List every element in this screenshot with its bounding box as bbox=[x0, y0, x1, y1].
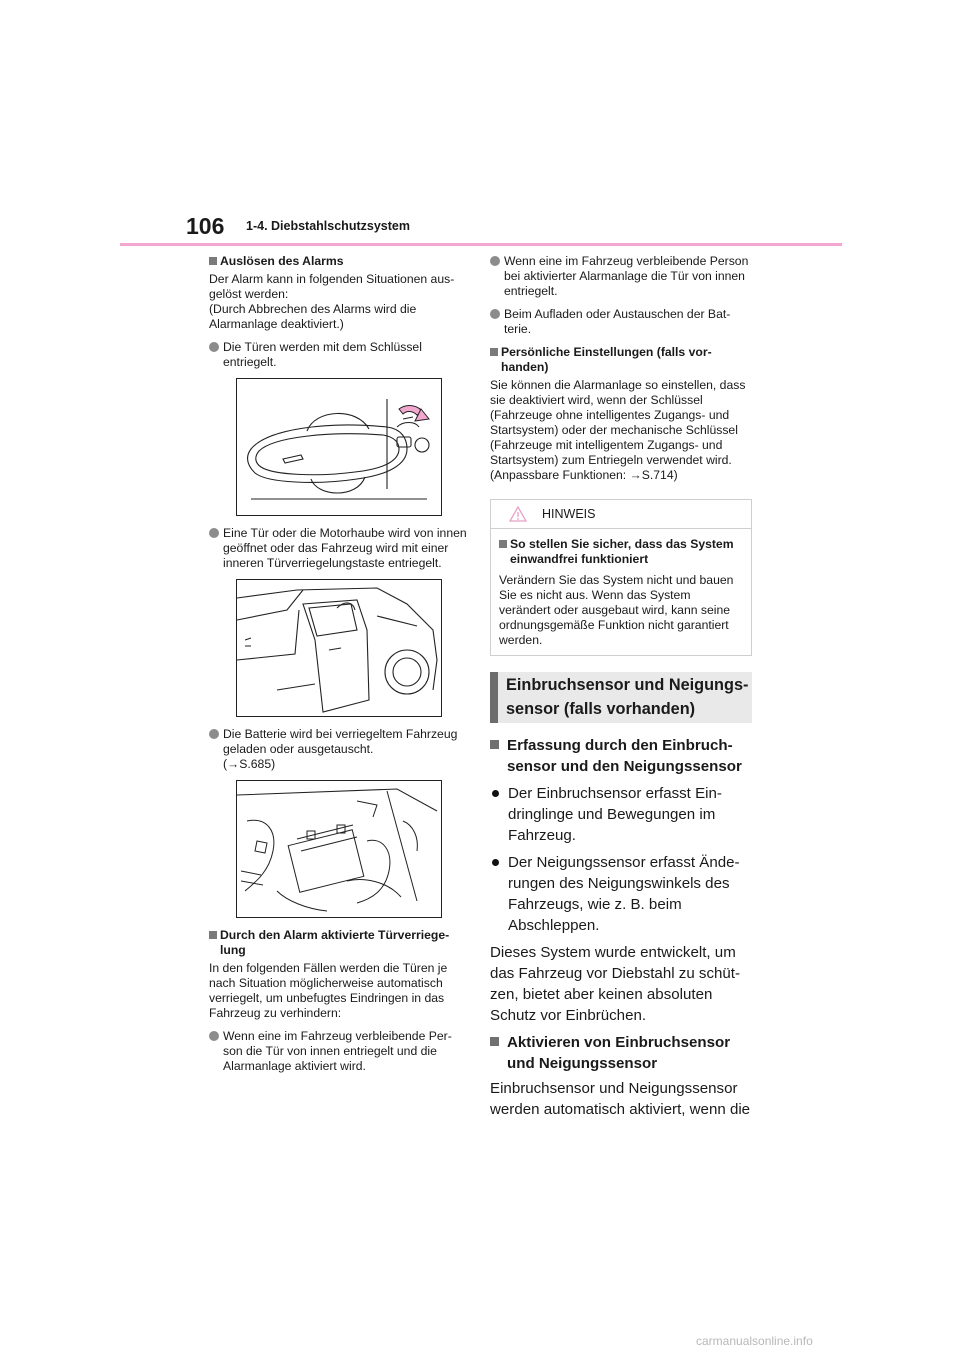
list-item bbox=[490, 254, 752, 299]
list-item-text: Wenn eine im Fahrzeug verbleibende Person die Tür von innen entriegelt und die Alarmanlage aktiviert wird. bbox=[223, 1029, 452, 1073]
hinweis-heading-text: So stellen Sie sicher, dass das System einwandfrei funktioniert bbox=[510, 537, 734, 566]
list-item-text: Die Batterie wird bei verriegeltem Fahrzeug geladen oder ausgetauscht. (→S.685) bbox=[223, 727, 458, 771]
lock-heading bbox=[209, 928, 467, 958]
square-marker-icon bbox=[209, 931, 217, 939]
door-handle-key-figure bbox=[236, 378, 442, 516]
list-item bbox=[490, 783, 752, 846]
list-item bbox=[490, 307, 752, 337]
square-marker-icon bbox=[490, 740, 499, 749]
car-door-open-figure bbox=[236, 579, 442, 717]
hinweis-header bbox=[491, 500, 751, 529]
hinweis-box bbox=[490, 499, 752, 656]
activate-heading-text: Aktivieren von Einbruchsensor und Neigungssensor bbox=[507, 1034, 731, 1072]
hinweis-text: Verändern Sie das System nicht und bauen Sie es nicht aus. Wenn das System verändert oder ausgebaut wird, kann seine ordnungsgemäße Funktion nicht garantiert werden. bbox=[499, 573, 734, 647]
system-text: Dieses System wurde entwickelt, um das Fahrzeug vor Diebstahl zu schützen, bietet aber keinen absoluten Schutz vor Einbrüchen. bbox=[490, 944, 741, 1024]
list-item bbox=[490, 852, 752, 936]
list-item-text: Der Einbruchsensor erfasst Eindringlinge und Bewegungen im Fahrzeug. bbox=[508, 785, 722, 844]
activate-text: Einbruchsensor und Neigungssensor werden automatisch aktiviert, wenn die bbox=[490, 1080, 751, 1118]
bullet-dot-icon bbox=[490, 309, 500, 319]
bullet-dot-icon bbox=[209, 528, 219, 538]
detect-heading-text: Erfassung durch den Einbruchsensor und den Neigungssensor bbox=[507, 737, 742, 775]
header-rule bbox=[120, 243, 842, 246]
square-marker-icon bbox=[209, 257, 217, 265]
sensor-heading-line2: sensor (falls vorhanden) bbox=[506, 700, 696, 718]
personal-heading-text: Persönliche Einstellungen (falls vorhanden) bbox=[501, 345, 712, 374]
sensor-section-heading bbox=[490, 672, 752, 723]
square-marker-icon bbox=[490, 1037, 499, 1046]
lock-intro: In den folgenden Fällen werden die Türen je nach Situation möglicherweise automatisch verriegelt, um unbefugtes Eindringen in das Fahrzeug zu verhindern: bbox=[209, 961, 448, 1020]
sensor-heading-line1: Einbruchsensor und Neigungs- bbox=[506, 676, 749, 694]
watermark: carmanualsonline.info bbox=[696, 1334, 813, 1348]
bullet-dot-icon bbox=[492, 790, 499, 797]
lock-heading-text: Durch den Alarm aktivierte Türverriegelung bbox=[220, 928, 450, 957]
list-item bbox=[209, 340, 467, 370]
square-marker-icon bbox=[490, 348, 498, 356]
hinweis-heading bbox=[499, 537, 743, 567]
list-item-text: Beim Aufladen oder Austauschen der Batterie. bbox=[504, 307, 731, 336]
list-item-text: Eine Tür oder die Motorhaube wird von innen geöffnet oder das Fahrzeug wird mit einer inneren Türverriegelungstaste entriegelt. bbox=[223, 526, 467, 570]
section-title: 1-4. Diebstahlschutzsystem bbox=[246, 219, 410, 233]
bullet-dot-icon bbox=[492, 859, 499, 866]
list-item-text: Der Neigungssensor erfasst Änderungen des Neigungswinkels des Fahrzeugs, wie z. B. beim Abschleppen. bbox=[508, 854, 740, 934]
bullet-dot-icon bbox=[209, 729, 219, 739]
bullet-dot-icon bbox=[490, 256, 500, 266]
sensor-section-body bbox=[490, 735, 752, 1120]
left-column bbox=[209, 254, 467, 1082]
list-item bbox=[209, 727, 467, 772]
car-door-illustration bbox=[237, 580, 441, 716]
warning-triangle-icon bbox=[509, 506, 527, 526]
activate-heading bbox=[490, 1032, 752, 1074]
battery-illustration bbox=[237, 781, 441, 917]
engine-battery-figure bbox=[236, 780, 442, 918]
door-handle-illustration bbox=[237, 379, 441, 515]
list-item bbox=[209, 1029, 467, 1074]
alarm-heading-text: Auslösen des Alarms bbox=[220, 254, 344, 268]
detect-heading bbox=[490, 735, 752, 777]
personal-text: Sie können die Alarmanlage so einstellen, dass sie deaktiviert wird, wenn der Schlüssel (Fahrzeuge ohne intelligentes Zugangs- und Startsystem) oder der mechanische Schlüssel (Fahrzeuge mit intelligentem Zugangs- und Startsystem) zum Entriegeln verwendet wird. (Anpassbare Funktionen: →S.714) bbox=[490, 378, 746, 482]
personal-heading bbox=[490, 345, 752, 375]
square-marker-icon bbox=[499, 540, 507, 548]
list-item-text: Wenn eine im Fahrzeug verbleibende Person bei aktivierter Alarmanlage die Tür von innen entriegelt. bbox=[504, 254, 749, 298]
hinweis-body bbox=[491, 529, 751, 655]
list-item bbox=[209, 526, 467, 571]
bullet-dot-icon bbox=[209, 1031, 219, 1041]
right-column bbox=[490, 254, 752, 1126]
bullet-dot-icon bbox=[209, 342, 219, 352]
alarm-heading bbox=[209, 254, 467, 269]
hinweis-label: HINWEIS bbox=[542, 507, 596, 521]
list-item-text: Die Türen werden mit dem Schlüssel entriegelt. bbox=[223, 340, 422, 369]
alarm-intro: Der Alarm kann in folgenden Situationen ausgelöst werden: (Durch Abbrechen des Alarms wird die Alarmanlage deaktiviert.) bbox=[209, 272, 455, 331]
page-number: 106 bbox=[186, 213, 225, 239]
